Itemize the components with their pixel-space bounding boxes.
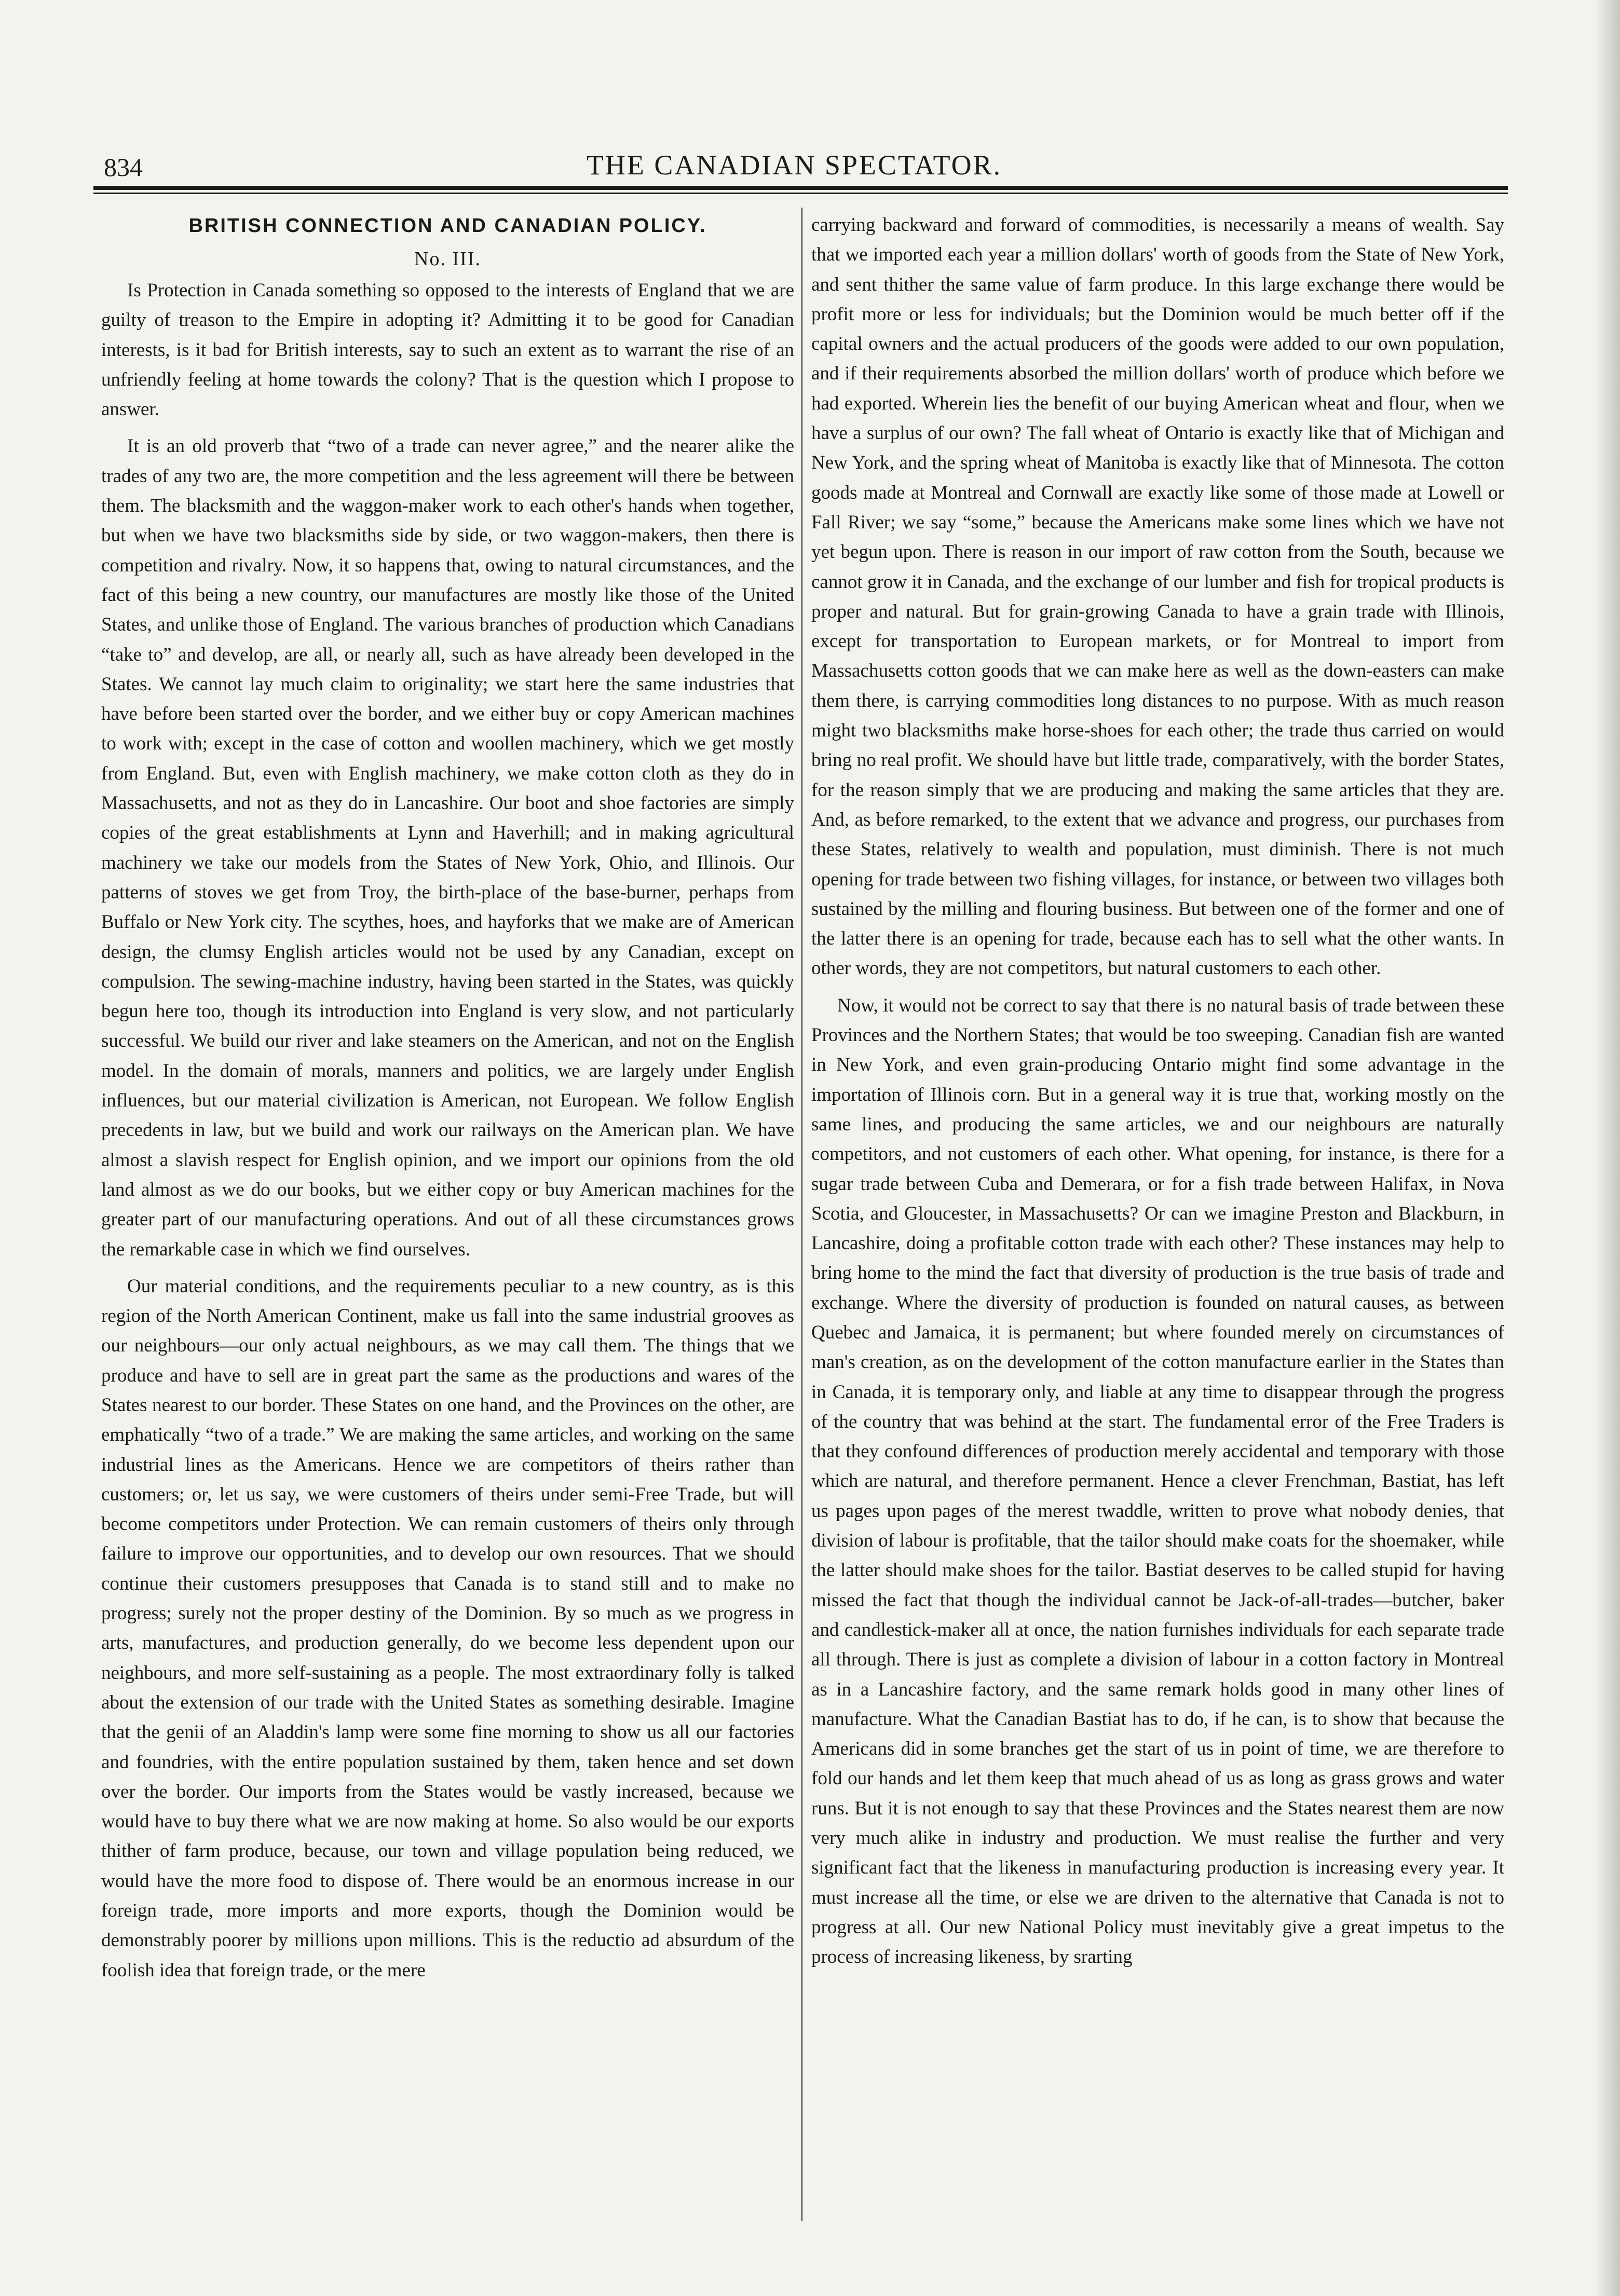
column-divider [801,208,802,2221]
paragraph: Our material conditions, and the requirements peculiar to a new country, as is this region of the North American Continent, make us fall into the same industrial grooves as our neighbours—our only actual neighbours, as we may call them. The things that we produce and have to sell are in great part the same as the productions and wares of the States nearest to our border. These States on one hand, and the Provinces on the other, are emphatically “two of a trade.” We are making the same articles, and working on the same industrial lines as the Americans. Hence we are competitors of theirs rather than customers; or, let us say, we were customers of theirs under semi-Free Trade, but will become competitors under Protection. We can remain customers of theirs only through failure to improve our opportunities, and to develop our own resources. That we should continue their customers presupposes that Canada is to stand still and to make no progress; surely not the proper destiny of the Dominion. By so much as we progress in arts, manufactures, and production generally, do we become less dependent upon our neighbours, and more self-sustaining as a people. The most extraordinary folly is talked about the extension of our trade with the United States as something desirable. Imagine that the genii of an Aladdin's lamp were some fine morning to show us all our factories and foundries, with the entire population sustained by them, taken hence and set down over the border. Our imports from the States would be vastly increased, because we would have to buy there what we are now making at home. So also would be our exports thither of farm produce, because, our town and village population being reduced, we would have the more food to dispose of. There would be an enormous increase in our foreign trade, more imports and more exports, though the Dominion would be demonstrably poorer by millions upon millions. This is the reductio ad absurdum of the foolish idea that foreign trade, or the mere [101,1275,794,1981]
page-edge-shadow [1594,0,1620,2296]
paragraph: carrying backward and forward of commodities, is necessarily a means of wealth. Say that we imported each year a million dollars' worth of goods from the State of New York, and sent thither the same value of farm produce. In this large exchange there would be profit more or less for individuals; but the Dominion would be much better off if the capital owners and the actual producers of the goods were added to our own population, and if their requirements absorbed the million dollars' worth of produce which before we had exported. Wherein lies the benefit of our buying American wheat and flour, when we have a surplus of our own? The fall wheat of Ontario is exactly like that of Michigan and New York, and the spring wheat of Manitoba is exactly like that of Minnesota. The cotton goods made at Montreal and Cornwall are exactly like some of those made at Lowell or Fall River; we say “some,” because the Americans make some lines which we have not yet begun upon. There is reason in our import of raw cotton from the South, because we cannot grow it in Canada, and the exchange of our lumber and fish for tropical products is proper and natural. But for grain-growing Canada to have a grain trade with Illinois, except for transportation to European markets, or for Montreal to import from Massachusetts cotton goods that we can make here as well as the down-easters can make them there, is carrying commodities long distances to no purpose. With as much reason might two blacksmiths make horse-shoes for each other; the trade thus carried on would bring no real profit. We should have but little trade, comparatively, with the border States, for the reason simply that we are producing and making the same articles that they are. And, as before remarked, to the extent that we advance and progress, our purchases from these States, relatively to wealth and population, must diminish. There is not much opening for trade between two fishing villages, for instance, or between two villages both sustained by the milling and flouring business. But between one of the former and one of the latter there is an opening for trade, because each has to sell what the other wants. In other words, they are not competitors, but natural customers to each other. [811,214,1504,979]
paragraph: It is an old proverb that “two of a trade can never agree,” and the nearer alike the trades of any two are, the more competition and the less agreement will there be between them. The blacksmith and the waggon-maker work to each other's hands when together, but when we have two blacksmiths side by side, or two waggon-makers, then there is competition and rivalry. Now, it so happens that, owing to natural circumstances, and the fact of this being a new country, our manufactures are mostly like those of the United States, and unlike those of England. The various branches of production which Canadians “take to” and develop, are all, or nearly all, such as have already been developed in the States. We cannot lay much claim to originality; we start here the same industries that have before been started over the border, and we either buy or copy American machines to work with; except in the case of cotton and woollen machinery, which we get mostly from England. But, even with English machinery, we make cotton cloth as they do in Massachusetts, and not as they do in Lancashire. Our boot and shoe factories are simply copies of the great establishments at Lynn and Haverhill; and in making agricultural machinery we take our models from the States of New York, Ohio, and Illinois. Our patterns of stoves we get from Troy, the birth-place of the base-burner, perhaps from Buffalo or New York city. The scythes, hoes, and hayforks that we make are of American design, the clumsy English articles would not be used by any Canadian, except on compulsion. The sewing-machine industry, having been started in the States, was quickly begun here too, though its introduction into England is very slow, and not particularly successful. We build our river and lake steamers on the American, and not on the English model. In the domain of morals, manners and politics, we are largely under English influences, but our material civilization is American, not European. We follow English precedents in law, but we build and work our railways on the American plan. We have almost a slavish respect for English opinion, and we import our opinions from the old land almost as we do our books, but we either copy or buy American machines for the greater part of our manufacturing operations. And out of all these circumstances grows the remarkable case in which we find ourselves. [101,435,794,1260]
article-number: No. III. [414,248,481,270]
page-header [83,148,1505,184]
paragraph: Is Protection in Canada something so opposed to the interests of England that we are guilty of treason to the Empire in adopting it? Admitting it to be good for Canadian interests, is it bad for British interests, say to such an extent as to warrant the rise of an unfriendly feeling at home towards the colony? That is the question which I propose to answer. [101,280,794,420]
left-column [101,210,794,1992]
header-rule [93,186,1508,194]
article-title: BRITISH CONNECTION AND CANADIAN POLICY. [188,215,707,237]
masthead: THE CANADIAN SPECTATOR. [586,149,1002,181]
paragraph: Now, it would not be correct to say that there is no natural basis of trade between these Provinces and the Northern States; that would be too sweeping. Canadian fish are wanted in New York, and even grain-producing Ontario might find some advantage in the importation of Illinois corn. But in a general way it is true that, working mostly on the same lines, and producing the same articles, we and our neighbours are naturally competitors, and not customers of each other. What opening, for instance, is there for a sugar trade between Cuba and Demerara, or for a fish trade between Halifax, in Nova Scotia, and Gloucester, in Massachusetts? Or can we imagine Preston and Blackburn, in Lancashire, doing a profitable cotton trade with each other? These instances may help to bring home to the mind the fact that diversity of production is the true basis of trade and exchange. Where the diversity of production is founded on natural causes, as between Quebec and Jamaica, it is permanent; but where founded merely on circumstances of man's creation, as on the development of the cotton manufacture earlier in the States than in Canada, it is temporary only, and liable at any time to disappear through the progress of the country that was behind at the start. The fundamental error of the Free Traders is that they confound differences of production merely accidental and temporary with those which are natural, and therefore permanent. Hence a clever Frenchman, Bastiat, has left us pages upon pages of the merest twaddle, written to prove what nobody denies, that division of labour is profitable, that the tailor should make coats for the shoemaker, while the latter should make shoes for the tailor. Bastiat deserves to be called stupid for having missed the fact that though the individual cannot be Jack-of-all-trades—butcher, baker and candlestick-maker all at once, the nation furnishes individuals for each separate trade all through. There is just as complete a division of labour in a cotton factory in Montreal as in a Lancashire factory, and the same remark holds good in many other lines of manufacture. What the Canadian Bastiat has to do, if he can, is to show that because the Americans did in some branches get the start of us in point of time, we are therefore to fold our hands and let them keep that much ahead of us as long as grass grows and water runs. But it is not enough to say that these Provinces and the States nearest them are now very much alike in industry and production. We must realise the further and very significant fact that the likeness in manufacturing production is increasing every year. It must increase all the time, or else we are driven to the alternative that Canada is not to progress at all. Our new National Policy must inevitably give a great impetus to the process of increasing likeness, by srarting [811,994,1504,1968]
right-column [811,210,1504,1979]
page-number: 834 [104,153,143,182]
